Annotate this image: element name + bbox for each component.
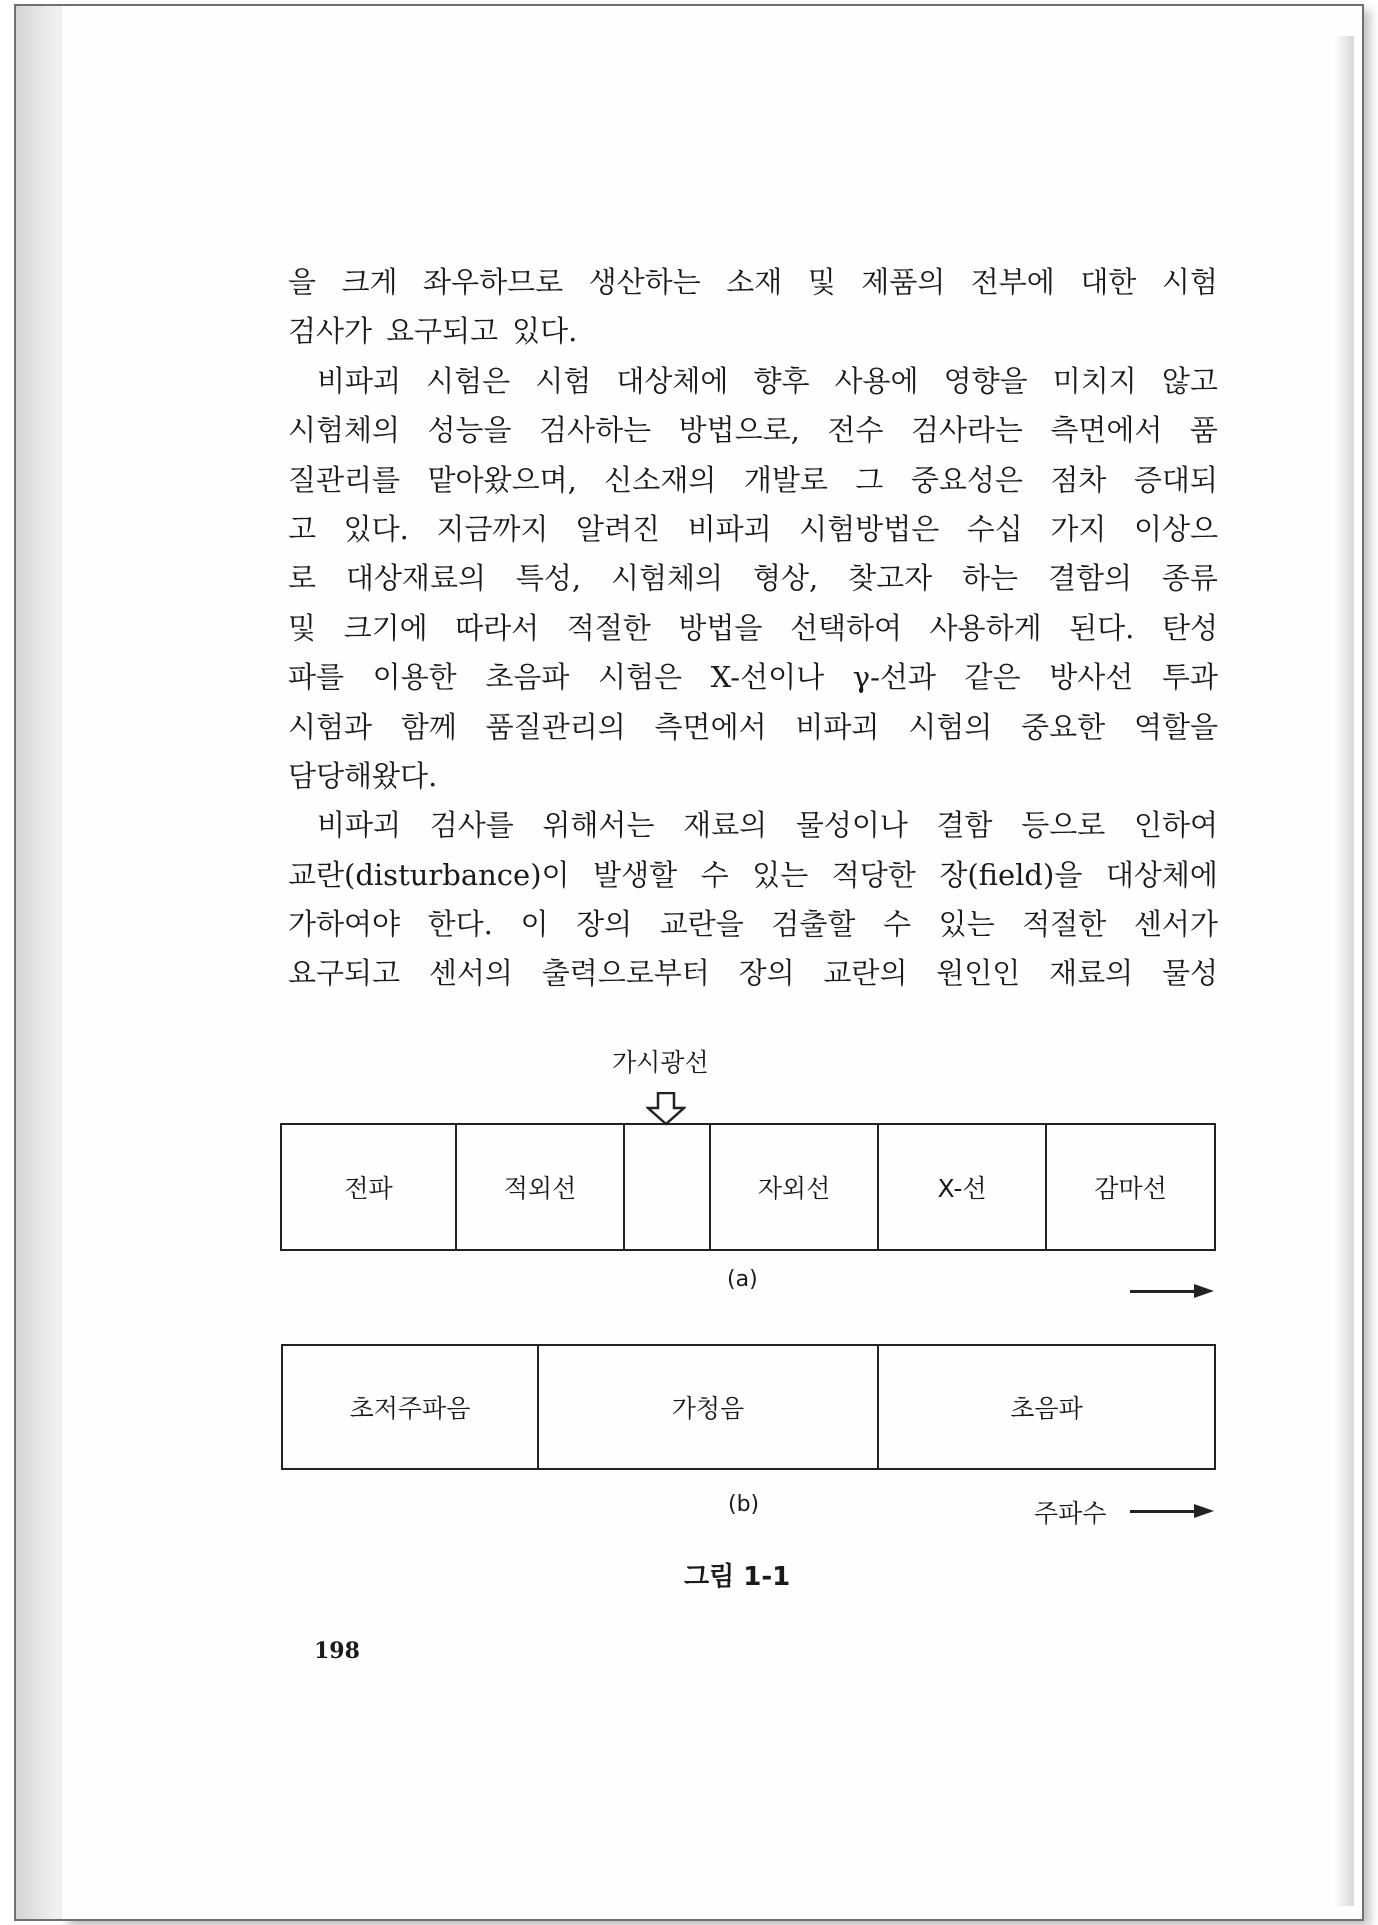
text-word: 지금까지: [436, 511, 549, 546]
text-line: [288, 505, 1218, 554]
text-word: 파를: [288, 660, 345, 695]
text-word: 재료의: [1049, 956, 1134, 991]
arrow-b-line: [1130, 1510, 1196, 1513]
acoustic-spectrum-band: [281, 1344, 1216, 1470]
text-word: 센서가: [1133, 907, 1218, 942]
text-word: 위해서는: [542, 808, 655, 843]
text-word: 적절한: [566, 610, 651, 645]
text-word: 측면에서: [654, 709, 767, 744]
text-word: 측면에서: [1050, 413, 1163, 448]
band-cell-visible: [625, 1125, 711, 1249]
text-word: 장의: [738, 956, 795, 991]
book-spine: [14, 4, 64, 1921]
text-word: 선택하여: [789, 610, 902, 645]
text-line: [288, 604, 1218, 653]
text-line: [288, 752, 1218, 801]
text-word: 교란의: [823, 956, 908, 991]
text-word: 질관리를: [288, 462, 401, 497]
band-cell-infrasound: 초저주파음: [283, 1346, 539, 1468]
band-cell-gamma: 감마선: [1094, 1174, 1167, 1203]
text-line: [288, 456, 1218, 505]
text-word: 가하여야: [288, 907, 401, 942]
text-word: 인하여: [1133, 808, 1218, 843]
text-word: 교란(disturbance)이: [288, 857, 570, 892]
text-word: 을: [288, 265, 317, 299]
text-word: 사용하게: [929, 610, 1042, 645]
text-word: 향후: [753, 363, 810, 398]
text-line: [288, 801, 1218, 850]
text-word: 있다.: [512, 314, 578, 349]
text-word: 품질관리의: [485, 709, 626, 744]
text-line: [288, 554, 1218, 603]
text-word: 특성,: [515, 561, 582, 596]
text-word: 및: [807, 265, 836, 299]
text-word: 물성이나: [795, 808, 908, 843]
band-cell-xray: X-선: [879, 1125, 1047, 1249]
text-word: 찾고자: [848, 561, 933, 596]
text-word: 증대되: [1133, 462, 1218, 497]
text-word: 중요한: [1021, 709, 1106, 744]
text-word: 이용한: [372, 660, 457, 695]
text-line: [288, 653, 1218, 702]
text-word: 알려진: [575, 511, 661, 546]
text-word: 로: [288, 561, 317, 596]
text-word: 역할을: [1133, 709, 1218, 744]
text-word: 대상체에: [616, 363, 729, 398]
text-word: 출력으로부터: [541, 956, 710, 991]
text-word: 시험은: [426, 363, 511, 398]
text-word: 점차: [1050, 462, 1107, 497]
text-word: 원인인: [936, 956, 1021, 991]
band-cell-ultrasound: 초음파: [1010, 1394, 1083, 1423]
text-word: 물성: [1161, 956, 1218, 991]
text-word: 투과: [1161, 660, 1218, 695]
text-word: 등으로: [1021, 808, 1106, 843]
text-word: 시험: [535, 363, 592, 398]
text-word: 이: [520, 907, 549, 942]
text-word: 검사하는: [539, 413, 652, 448]
text-word: 대한: [1080, 265, 1137, 299]
text-word: 한다.: [427, 907, 493, 942]
text-word: 비파괴: [687, 511, 772, 546]
text-word: 방법으로,: [678, 413, 800, 448]
text-word: 비파괴: [288, 363, 402, 398]
text-word: 시험방법은: [799, 511, 940, 546]
text-word: 수: [883, 907, 912, 942]
text-word: 소재: [726, 265, 783, 299]
text-word: 시험: [1161, 265, 1218, 299]
text-line: [288, 357, 1218, 406]
text-line: [288, 851, 1218, 900]
caption-b: (b): [728, 1492, 760, 1517]
text-word: 영향을: [943, 363, 1028, 398]
text-word: 요구되고: [386, 314, 499, 349]
text-word: 성능을: [427, 413, 512, 448]
text-word: 그: [855, 462, 884, 497]
text-word: X-선이나: [710, 660, 825, 695]
page-edge: [1334, 36, 1354, 1906]
text-line: [288, 258, 1218, 307]
text-word: 결함의: [1047, 561, 1133, 596]
band-cell-infrared: 적외선: [457, 1125, 625, 1249]
text-word: 된다.: [1069, 610, 1135, 645]
text-word: 탄성: [1161, 610, 1218, 645]
text-word: 검출할: [771, 907, 856, 942]
arrow-a-head-icon: [1194, 1284, 1214, 1298]
arrow-b-head-icon: [1194, 1504, 1214, 1518]
text-word: 형상,: [752, 561, 819, 596]
text-word: 있다.: [343, 511, 409, 546]
text-word: 개발로: [743, 462, 828, 497]
band-cell-audible: 가청음: [539, 1346, 879, 1468]
text-word: 검사가: [288, 314, 373, 349]
text-word: 따라서: [455, 610, 540, 645]
text-line: [288, 900, 1218, 949]
arrow-a-line: [1130, 1290, 1196, 1293]
text-word: 장의: [576, 907, 633, 942]
text-word: 가지: [1050, 511, 1107, 546]
text-word: 전부에: [970, 265, 1055, 299]
text-word: 크기에: [343, 610, 428, 645]
caption-a: (a): [727, 1267, 758, 1292]
text-word: 있는: [938, 907, 995, 942]
page-number: 198: [314, 1638, 360, 1664]
text-word: 방법을: [678, 610, 763, 645]
text-word: 담당해왔다.: [288, 758, 438, 793]
text-word: 적당한: [831, 857, 916, 892]
visible-light-label: 가시광선: [612, 1048, 709, 1077]
text-word: 시험의: [908, 709, 993, 744]
text-word: 좌우하므로: [423, 265, 564, 299]
text-word: 재료의: [683, 808, 768, 843]
text-word: 검사라는: [910, 413, 1023, 448]
text-word: 중요성은: [910, 462, 1023, 497]
band-cell-radio: 전파: [282, 1125, 457, 1249]
text-word: 시험체의: [288, 413, 401, 448]
text-word: 신소재의: [604, 462, 717, 497]
text-word: 시험체의: [611, 561, 724, 596]
text-word: 요구되고: [288, 956, 401, 991]
text-line: [288, 949, 1218, 998]
text-word: 방사선: [1049, 660, 1134, 695]
band-cell-ultraviolet: 자외선: [711, 1125, 879, 1249]
text-word: γ-선과: [852, 660, 936, 695]
text-word: 이상으: [1133, 511, 1218, 546]
text-word: 전수: [827, 413, 884, 448]
text-word: 발생할: [593, 857, 678, 892]
text-line: [288, 406, 1218, 455]
text-word: 고: [288, 511, 317, 546]
text-word: 결함: [936, 808, 993, 843]
text-word: 품: [1189, 413, 1218, 448]
text-word: 교란을: [659, 907, 744, 942]
text-word: 사용에: [834, 363, 919, 398]
text-word: 하는: [962, 561, 1019, 596]
text-word: 시험과: [288, 709, 373, 744]
text-word: 센서의: [428, 956, 513, 991]
text-word: 제품의: [861, 265, 946, 299]
text-word: 초음파: [485, 660, 570, 695]
text-word: 함께: [400, 709, 457, 744]
text-word: 대상재료의: [345, 561, 486, 596]
text-word: 미치지: [1052, 363, 1137, 398]
figure-caption: 그림 1-1: [684, 1562, 791, 1592]
text-word: 장(field)을: [939, 857, 1083, 892]
text-word: 같은: [964, 660, 1021, 695]
text-word: 수: [700, 857, 729, 892]
text-word: 크게: [341, 265, 398, 299]
frequency-label: 주파수: [1034, 1499, 1107, 1528]
text-word: 비파괴: [795, 709, 880, 744]
text-word: 검사를: [429, 808, 514, 843]
text-word: 적절한: [1022, 907, 1107, 942]
visible-light-arrow-icon: [646, 1092, 686, 1126]
text-word: 있는: [752, 857, 809, 892]
text-line: [288, 307, 1218, 356]
text-word: 대상체에: [1105, 857, 1218, 892]
text-word: 않고: [1161, 363, 1218, 398]
body-text: [288, 258, 1218, 999]
electromagnetic-spectrum-band: [280, 1123, 1216, 1251]
text-word: 수십: [966, 511, 1023, 546]
text-word: 생산하는: [588, 265, 701, 299]
text-line: [288, 703, 1218, 752]
text-word: 시험은: [598, 660, 683, 695]
text-word: 및: [288, 610, 317, 645]
text-word: 비파괴: [288, 808, 402, 843]
text-word: 맡아왔으며,: [427, 462, 577, 497]
text-word: 종류: [1161, 561, 1218, 596]
